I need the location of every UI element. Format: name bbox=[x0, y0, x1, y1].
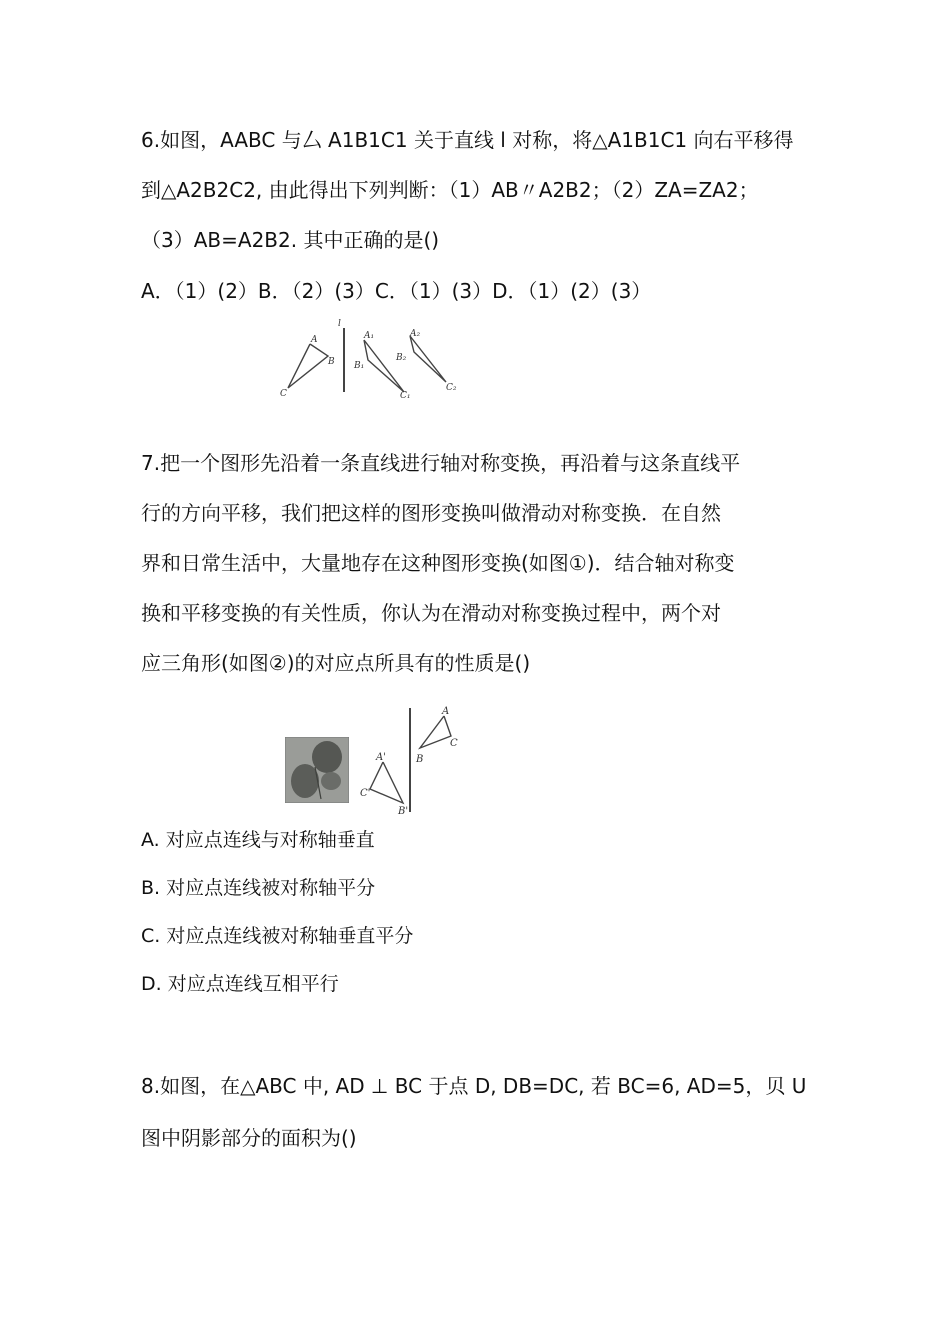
q7-option-a: A. 对应点连线与对称轴垂直 bbox=[141, 829, 375, 851]
q7-label-A-prime: A' bbox=[376, 752, 386, 763]
q6-label-A: A bbox=[311, 335, 318, 345]
q7-label-C-prime: C' bbox=[360, 788, 371, 799]
q7-label-B-prime: B' bbox=[398, 806, 409, 817]
q7-line-5: 应三角形(如图②)的对应点所具有的性质是() bbox=[141, 651, 531, 675]
q6-line-2: 到△A2B2C2, 由此得出下列判断：（1）AB〃A2B2；（2）ZA=ZA2； bbox=[141, 178, 759, 202]
q7-label-C: C bbox=[450, 738, 458, 749]
q6-label-A1: A₁ bbox=[364, 331, 375, 341]
q7-line-4: 换和平移变换的有关性质，你认为在滑动对称变换过程中，两个对 bbox=[141, 601, 721, 625]
q7-label-A: A bbox=[442, 706, 450, 717]
q6-options: A．（1）(2）B．（2）(3）C．（1）(3）D．（1）(2）(3） bbox=[141, 279, 652, 303]
q7-line-1: 7.把一个图形先沿着一条直线进行轴对称变换，再沿着与这条直线平 bbox=[141, 451, 741, 475]
q6-line-1: 6.如图，AABC 与厶 A1B1C1 关于直线 l 对称，将△A1B1C1 向右平移得 bbox=[141, 128, 794, 152]
q6-label-l: l bbox=[338, 319, 341, 329]
q8-line-1: 8.如图，在△ABC 中, AD ⊥ BC 于点 D, DB=DC, 若 BC=6, AD=5，贝 U bbox=[141, 1074, 807, 1098]
q6-label-B1: B₁ bbox=[354, 361, 365, 371]
q6-line-3: （3）AB=A2B2. 其中正确的是() bbox=[141, 228, 440, 252]
q6-triangle-figure bbox=[278, 316, 478, 402]
q7-option-c: C. 对应点连线被对称轴垂直平分 bbox=[141, 925, 414, 947]
q7-leaf-photo bbox=[285, 737, 349, 803]
q8-line-2: 图中阴影部分的面积为() bbox=[141, 1126, 357, 1150]
q7-label-B: B bbox=[416, 754, 424, 765]
q6-label-A2: A₂ bbox=[410, 329, 421, 339]
q7-line-2: 行的方向平移，我们把这样的图形变换叫做滑动对称变换．在自然 bbox=[141, 501, 721, 525]
q7-triangle-figure bbox=[356, 700, 466, 820]
q7-line-3: 界和日常生活中，大量地存在这种图形变换(如图①)．结合轴对称变 bbox=[141, 551, 735, 575]
q6-label-C1: C₁ bbox=[400, 391, 411, 401]
q7-option-d: D. 对应点连线互相平行 bbox=[141, 973, 339, 995]
q6-label-B2: B₂ bbox=[396, 353, 407, 363]
q6-label-B: B bbox=[328, 357, 335, 367]
q7-option-b: B. 对应点连线被对称轴平分 bbox=[141, 877, 376, 899]
q6-label-C2: C₂ bbox=[446, 383, 457, 393]
q6-label-C: C bbox=[280, 389, 287, 399]
